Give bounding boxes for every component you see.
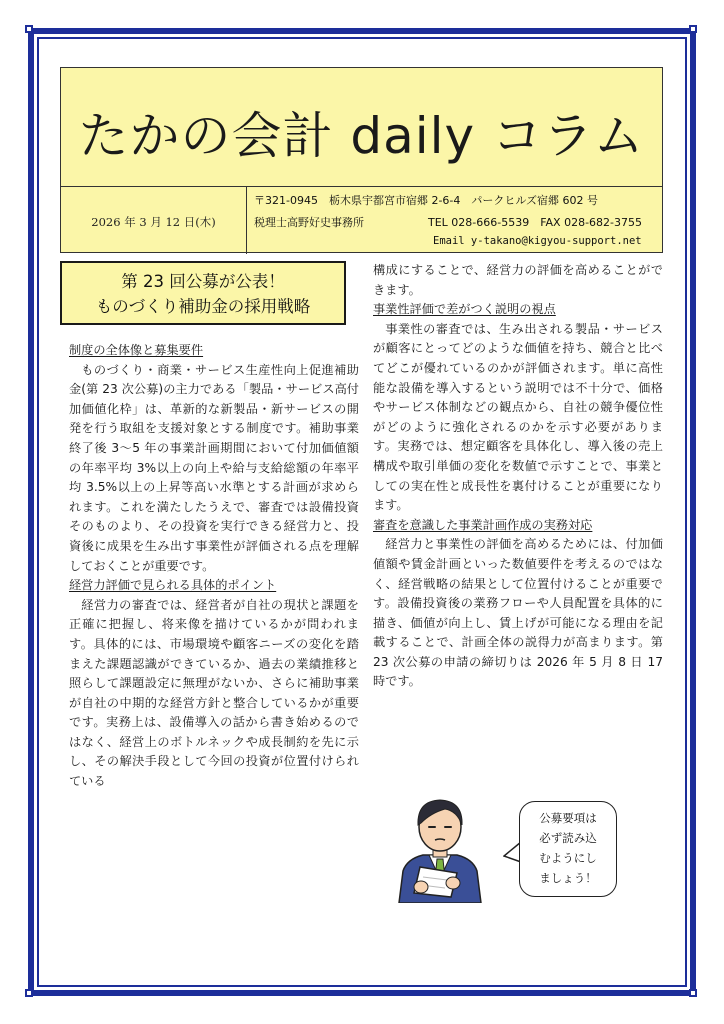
office-name: 税理士高野好史事務所 <box>254 216 364 229</box>
section-heading: 経営力評価で見られる具体的ポイント <box>69 578 277 593</box>
email: Email y-takano@kigyou-support.net <box>433 235 642 247</box>
article-column-left <box>69 341 359 792</box>
paragraph: 構成にすることで、経営力の評価を高めることができます。 <box>373 263 663 297</box>
border-corner <box>689 25 697 33</box>
issue-date: 2026 年 3 月 12 日(木) <box>91 215 216 229</box>
headline-line-1: 第 23 回公募が公表！ <box>121 272 285 291</box>
office-address: 〒321-0945 栃木県宇都宮市宿郷 2-6-4 パークヒルズ宿郷 602 号 <box>254 194 599 207</box>
page-title: たかの会計 daily コラム <box>78 107 645 165</box>
bubble-line: むようにし <box>539 851 597 865</box>
section-heading: 制度の全体像と募集要件 <box>69 343 204 357</box>
businessman-illustration <box>385 793 495 903</box>
newsletter-header <box>60 67 663 253</box>
section-heading: 審査を意識した事業計画作成の実務対応 <box>373 517 593 532</box>
border-corner <box>689 989 697 997</box>
speech-bubble <box>519 801 617 897</box>
header-divider-vertical <box>246 186 247 254</box>
bubble-line: 公募要項は <box>539 811 597 825</box>
paragraph: ものづくり・商業・サービス生産性向上促進補助金(第 23 次公募)の主力である「製品・サービス高付加価値化枠」は、革新的な新製品・新サービスの開発を行う取組を支援対象とする制度です。補助事業終了後 3～5 年の事業計画期間において付加価値額の年率平均 3%以上の向上や給与支給総額の年率平均 3.5%以上の上昇等高い水準とする計画が求められます。これを満たしたうえで、審査では設備投資そのものより、その投資を実行できる経営力と、投資後に成果を生み出す事業性が評価される点を理解しておくことが重要です。 <box>69 362 359 573</box>
paragraph: 事業性の審査では、生み出される製品・サービスが顧客にとってどのような価値を持ち、競合と比べてどこが優れているのかが評価されます。単に高性能な設備を導入するという説明では不十分で、価格やサービス体制などの観点から、自社の競争優位性がどのように強化されるのかを示す必要があります。実務では、想定顧客を具体化し、導入後の売上構成や取引単価の変化を数値で示すことで、事業としての実在性と成長性を裏付けることが重要になります。 <box>373 321 663 513</box>
article-headline <box>60 261 346 325</box>
tel-fax: TEL 028-666-5539 FAX 028-682-3755 <box>428 216 643 229</box>
paragraph: 経営力と事業性の評価を高めるためには、付加価値額や賃金計画といった数値要件を考えるのではなく、経営戦略の結果として位置付けることが重要です。設備投資後の業務フローや人員配置を具体的に描き、価値が向上し、賃上げが可能になる理由を記載することで、計画全体の説得力が高まります。第 23 次公募の申請の締切りは 2026 年 5 月 8 日 17 時です。 <box>373 537 663 689</box>
bubble-line: 必ず読み込 <box>539 831 597 845</box>
border-corner <box>25 25 33 33</box>
article-column-right <box>373 261 663 692</box>
headline-line-2: ものづくり補助金の採用戦略 <box>95 297 311 316</box>
header-divider <box>61 186 662 187</box>
border-corner <box>25 989 33 997</box>
section-heading: 事業性評価で差がつく説明の視点 <box>373 302 556 317</box>
bubble-line: ましょう！ <box>539 871 597 885</box>
paragraph: 経営力の審査では、経営者が自社の現状と課題を正確に把握し、将来像を描けているかが問われます。具体的には、市場環境や顧客ニーズの変化を踏まえた課題認識ができているか、過去の業績推移と照らして課題設定に無理がないか、さらに補助事業が自社の中期的な経営方針と整合しているかが重要です。実務上は、設備導入の話から書き始めるのではなく、経営上のボトルネックや成長制約を先に示し、その解決手段として今回の投資が位置付けられている <box>69 597 359 789</box>
